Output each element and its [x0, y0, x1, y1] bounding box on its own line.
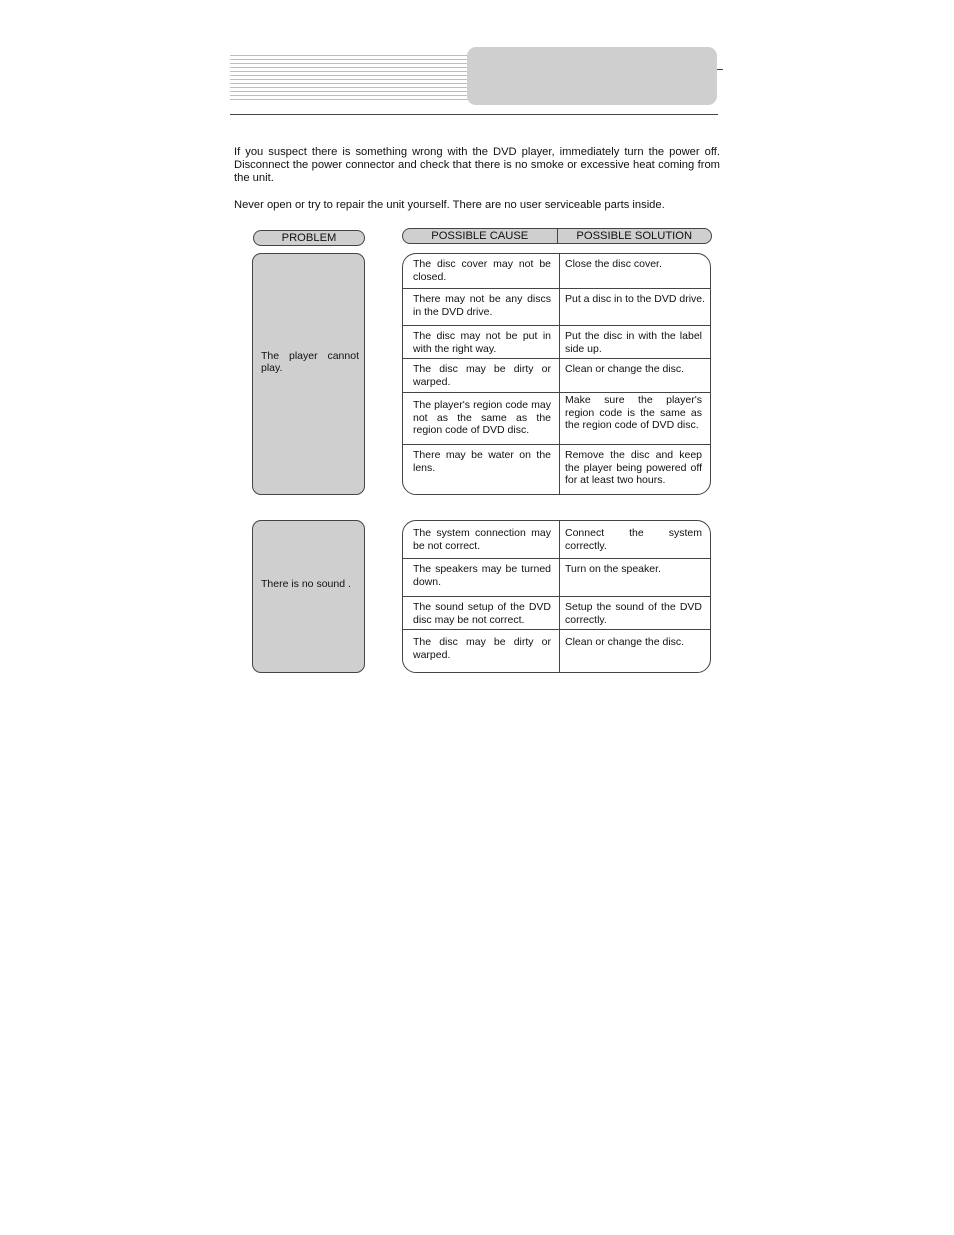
- table-row: [403, 445, 710, 494]
- cause-cell: The disc cover may not be closed.: [403, 254, 560, 288]
- cause-cell: The disc may be dirty or warped.: [403, 630, 560, 672]
- header-tick: [717, 69, 723, 70]
- solution-cell: Make sure the player's region code is the same as the region code of DVD disc.: [565, 394, 702, 431]
- troubleshoot-table-no-sound: [402, 520, 711, 673]
- cause-solution-header: [402, 228, 712, 244]
- solution-cell: Close the disc cover.: [565, 258, 662, 270]
- cause-cell: The system connection may be not correct.: [403, 521, 560, 558]
- solution-cell: Clean or change the disc.: [565, 636, 685, 648]
- solution-cell: Remove the disc and keep the player being powered off for at least two hours.: [565, 449, 702, 486]
- cause-header: POSSIBLE CAUSE: [431, 230, 529, 242]
- header-decorative-lines: [230, 55, 468, 100]
- table-row: [403, 326, 710, 359]
- solution-cell: Clean or change the disc.: [565, 363, 685, 375]
- table-row: [403, 521, 710, 559]
- solution-cell: Connect the system correctly.: [565, 527, 702, 552]
- problem-box-no-sound: [252, 520, 365, 673]
- header-title-box: [467, 47, 717, 105]
- cause-cell: The sound setup of the DVD disc may be not correct.: [403, 597, 560, 629]
- table-row: [403, 254, 710, 289]
- solution-header: POSSIBLE SOLUTION: [576, 230, 693, 242]
- table-row: [403, 559, 710, 597]
- cause-cell: The disc may be dirty or warped.: [403, 359, 560, 392]
- cause-cell: The player's region code may not as the same as the region code of DVD disc.: [403, 393, 560, 444]
- problem-box-cannot-play: [252, 253, 365, 495]
- table-row: [403, 597, 710, 630]
- troubleshoot-table-cannot-play: [402, 253, 711, 495]
- solution-cell: Put a disc in to the DVD drive.: [565, 293, 706, 305]
- cause-cell: There may not be any discs in the DVD drive.: [403, 289, 560, 325]
- table-row: [403, 630, 710, 672]
- solution-cell: Turn on the speaker.: [565, 563, 661, 575]
- table-row: [403, 359, 710, 393]
- table-row: [403, 393, 710, 445]
- table-row: [403, 289, 710, 326]
- cause-cell: There may be water on the lens.: [403, 445, 560, 494]
- problem-header: PROBLEM: [253, 230, 365, 246]
- cause-cell: The disc may not be put in with the right way.: [403, 326, 560, 358]
- solution-cell: Setup the sound of the DVD correctly.: [565, 601, 702, 626]
- intro-paragraph-2: Never open or try to repair the unit yourself. There are no user serviceable parts inside.: [234, 199, 665, 211]
- problem-text: There is no sound .: [261, 578, 351, 590]
- cause-cell: The speakers may be turned down.: [403, 559, 560, 596]
- problem-text: The player cannot play.: [261, 350, 359, 374]
- header-rule: [230, 114, 718, 115]
- intro-paragraph-1: If you suspect there is something wrong with the DVD player, immediately turn the power off. Disconnect the power connector and check that there is no smoke or excessive heat coming from the unit.: [234, 146, 720, 184]
- solution-cell: Put the disc in with the label side up.: [565, 330, 702, 355]
